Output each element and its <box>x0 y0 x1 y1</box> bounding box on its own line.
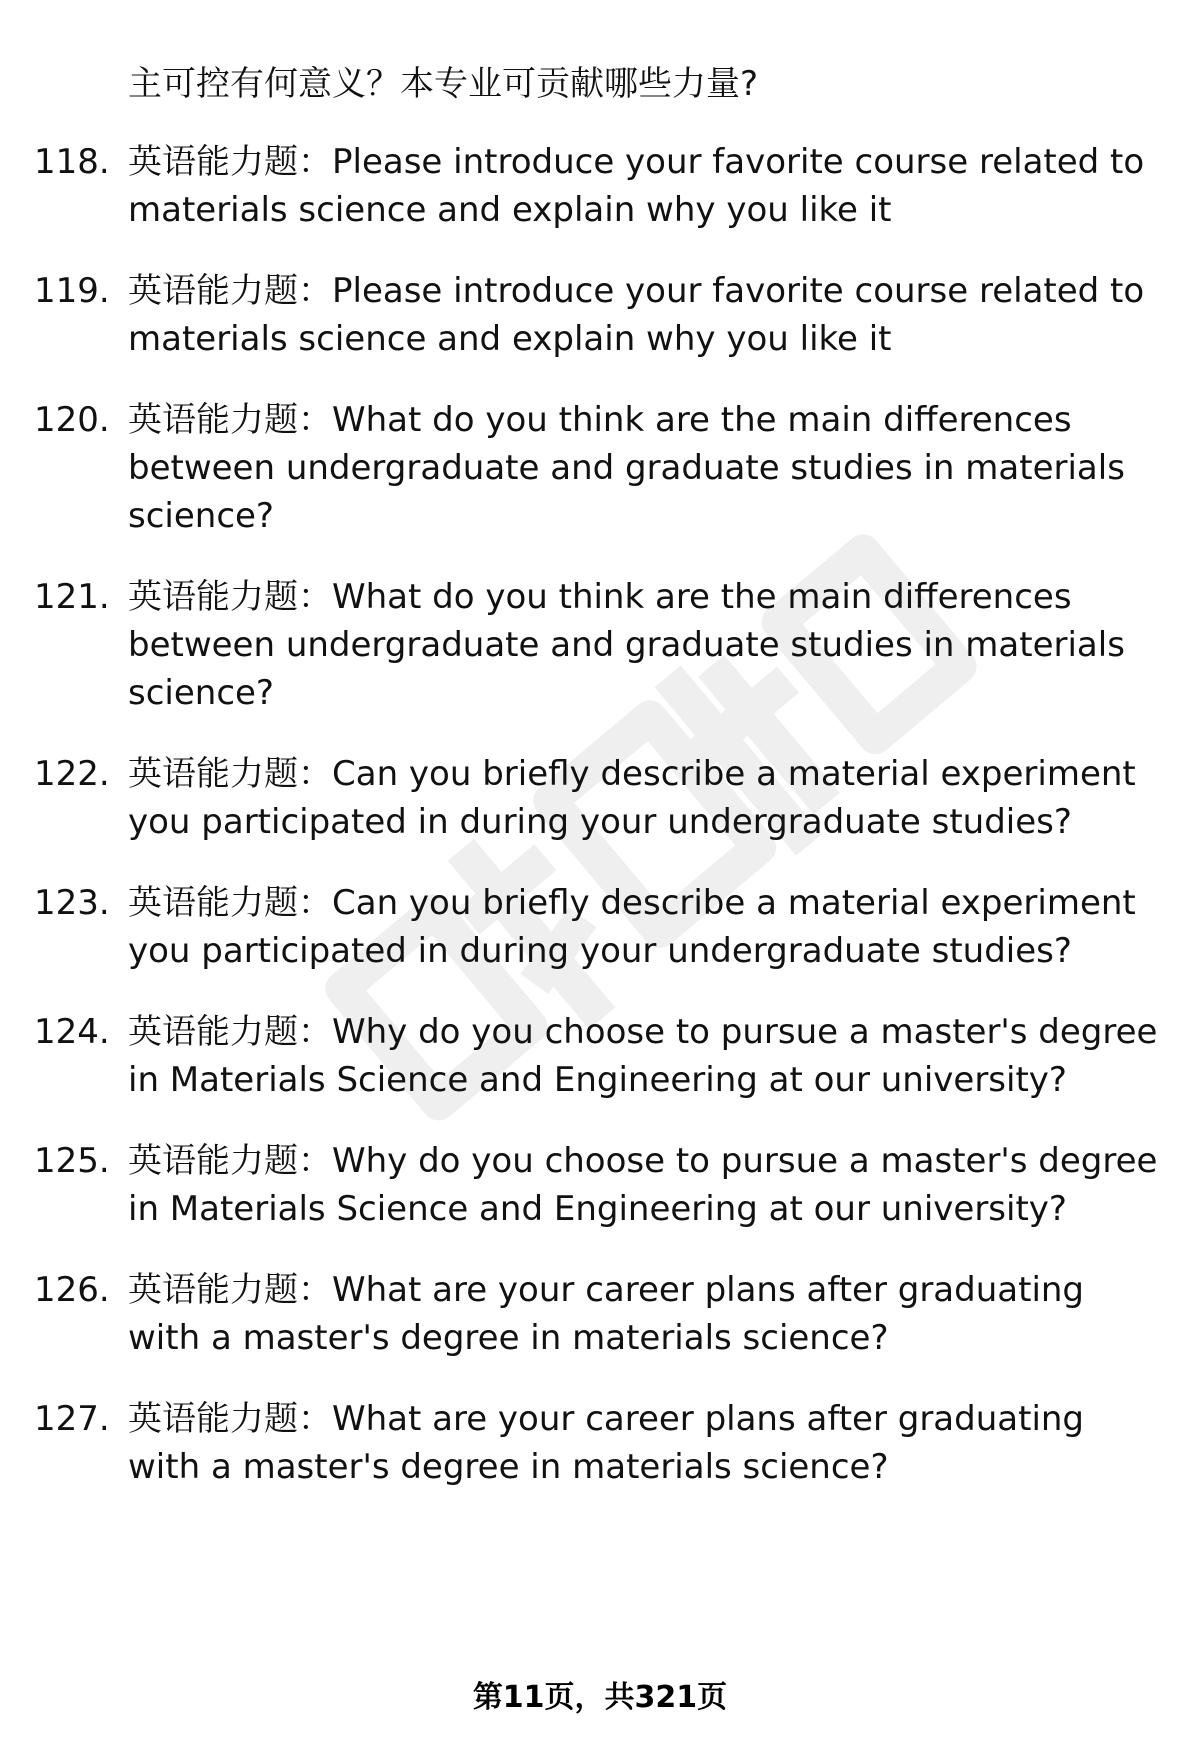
question-text: 英语能力题：Why do you choose to pursue a master's degree in Materials Science and Engineering at our university? <box>128 1141 1158 1229</box>
question-item <box>0 138 1200 234</box>
question-item <box>0 750 1200 846</box>
question-text: 英语能力题：Can you briefly describe a material experiment you participated in during your undergraduate studies? <box>128 883 1136 971</box>
question-text: 英语能力题：What do you think are the main differences between undergraduate and graduate studies in materials science? <box>128 577 1125 713</box>
question-number: 120. <box>34 400 110 440</box>
question-item <box>0 1266 1200 1362</box>
question-number: 118. <box>34 142 110 182</box>
question-number: 119. <box>34 271 110 311</box>
question-number: 123. <box>34 883 110 923</box>
question-text: 英语能力题：Please introduce your favorite course related to materials science and explain why you like it <box>128 142 1145 230</box>
question-text: 英语能力题：What are your career plans after graduating with a master's degree in materials science? <box>128 1399 1085 1487</box>
question-number: 127. <box>34 1399 110 1439</box>
question-item <box>0 573 1200 717</box>
question-item <box>0 1395 1200 1491</box>
question-number: 121. <box>34 577 110 617</box>
question-text: 英语能力题：Can you briefly describe a material experiment you participated in during your undergraduate studies? <box>128 754 1136 842</box>
question-item <box>0 396 1200 540</box>
question-number: 122. <box>34 754 110 794</box>
question-list <box>0 138 1200 1524</box>
question-number: 126. <box>34 1270 110 1310</box>
question-number: 124. <box>34 1012 110 1052</box>
question-item <box>0 1008 1200 1104</box>
question-text: 英语能力题：What are your career plans after graduating with a master's degree in materials science? <box>128 1270 1085 1358</box>
question-number: 125. <box>34 1141 110 1181</box>
question-text: 英语能力题：Please introduce your favorite course related to materials science and explain why you like it <box>128 271 1145 359</box>
question-item <box>0 879 1200 975</box>
question-item <box>0 267 1200 363</box>
continued-question-text: 主可控有何意义？本专业可贡献哪些力量? <box>128 64 759 104</box>
question-text: 英语能力题：Why do you choose to pursue a master's degree in Materials Science and Engineering at our university? <box>128 1012 1158 1100</box>
page-number-footer: 第11页，共321页 <box>472 1680 728 1715</box>
question-text: 英语能力题：What do you think are the main differences between undergraduate and graduate studies in materials science? <box>128 400 1125 536</box>
question-item <box>0 1137 1200 1233</box>
